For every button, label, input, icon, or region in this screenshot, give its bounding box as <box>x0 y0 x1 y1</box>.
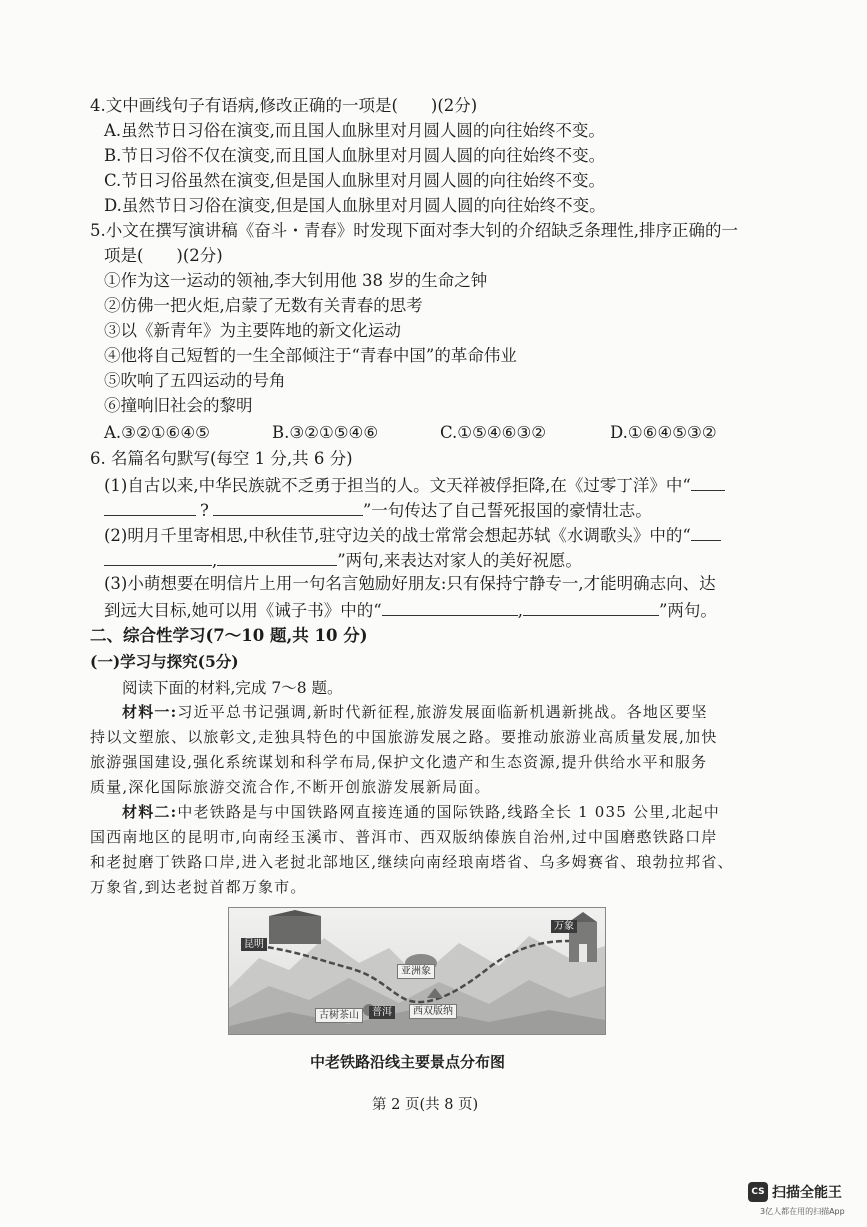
material1-label: 材料一: <box>122 703 178 721</box>
material2-line3: 和老挝磨丁铁路口岸,进入老挝北部地区,继续向南经琅南塔省、乌多姆赛省、琅勃拉邦省、 <box>90 853 734 871</box>
q6-part1-tail: ”一句传达了自己誓死报国的豪情壮志。 <box>362 501 652 520</box>
q6-part3-comma: , <box>517 601 523 620</box>
scanner-watermark <box>748 1180 863 1220</box>
answer-blank[interactable] <box>217 547 337 566</box>
q6-part3-text: 到远大目标,她可以用《诫子书》中的“ <box>104 601 382 620</box>
q6-part2-text: (2)明月千里寄相思,中秋佳节,驻守边关的战士常常会想起苏轼《水调歌头》中的“ <box>104 526 691 545</box>
material2-text: 中老铁路是与中国铁路网直接连通的国际铁路,线路全长 1 035 公里,北起中 <box>177 803 720 821</box>
watermark-app-name: 扫描全能王 <box>772 1185 842 1201</box>
q5-item: ③以《新青年》为主要阵地的新文化运动 <box>104 321 401 340</box>
q5-item: ⑤吹响了五四运动的号角 <box>104 371 286 390</box>
q5-item: ②仿佛一把火炬,启蒙了无数有关青春的思考 <box>104 296 423 315</box>
q4-option-a: A.虽然节日习俗在演变,而且国人血脉里对月圆人圆的向往始终不变。 <box>104 121 605 140</box>
section-title: 二、综合性学习(7～10 题,共 10 分) <box>90 626 368 645</box>
map-label-tea-mountain: 古树茶山 <box>315 1008 363 1023</box>
answer-blank[interactable] <box>523 597 659 616</box>
watermark-tagline: 3亿人都在用的扫描App <box>760 1207 845 1216</box>
q6-part2-tail: ”两句,来表达对家人的美好祝愿。 <box>337 551 582 570</box>
map-label-puer: 普洱 <box>369 1006 395 1019</box>
q5-option-a: A.③②①⑥④⑤ <box>104 423 210 442</box>
answer-blank[interactable] <box>104 547 212 566</box>
q5-option-b: B.③②①⑤④⑥ <box>272 423 379 442</box>
q6-part3-line1: (3)小萌想要在明信片上用一句名言勉励好朋友:只有保持宁静专一,才能明确志向、达 <box>104 574 716 593</box>
material2-line4: 万象省,到达老挝首都万象市。 <box>90 878 307 896</box>
q6-part1-text: (1)自古以来,中华民族就不乏勇于担当的人。文天祥被俘拒降,在《过零丁洋》中“ <box>104 476 691 495</box>
q6-part1-line2 <box>104 497 652 523</box>
map-label-xishuangbanna: 西双版纳 <box>409 1004 457 1019</box>
reading-instruction: 阅读下面的材料,完成 7～8 题。 <box>122 679 343 697</box>
q6-part2-line2 <box>104 547 582 573</box>
material2-label: 材料二: <box>122 803 178 821</box>
q6-part1-line1 <box>104 472 725 498</box>
q4-option-b: B.节日习俗不仅在演变,而且国人血脉里对月圆人圆的向往始终不变。 <box>104 146 606 165</box>
map-caption: 中老铁路沿线主要景点分布图 <box>310 1053 506 1071</box>
answer-blank[interactable] <box>691 472 725 491</box>
q5-option-c: C.①⑤④⑥③② <box>440 423 547 442</box>
q6-part3-line2 <box>104 597 717 623</box>
q5-stem: 5.小文在撰写演讲稿《奋斗・青春》时发现下面对李大钊的介绍缺乏条理性,排序正确的一 <box>90 221 738 240</box>
q5-option-d: D.①⑥④⑤③② <box>610 423 717 442</box>
answer-blank[interactable] <box>382 597 518 616</box>
material1-line1 <box>122 700 708 724</box>
camscanner-logo-icon: CS <box>748 1182 768 1202</box>
q6-stem: 6. 名篇名句默写(每空 1 分,共 6 分) <box>90 449 353 468</box>
q6-part2-comma: , <box>212 551 218 570</box>
q5-stem-cont: 项是( )(2分) <box>104 246 223 265</box>
subsection-title: (一)学习与探究(5分) <box>90 652 239 671</box>
answer-blank[interactable] <box>213 497 363 516</box>
answer-blank[interactable] <box>691 522 721 541</box>
railway-attractions-map <box>228 907 606 1035</box>
material1-text: 习近平总书记强调,新时代新征程,旅游发展面临新机遇新挑战。各地区要坚 <box>177 703 708 721</box>
q4-stem: 4.文中画线句子有语病,修改正确的一项是( )(2分) <box>90 96 478 115</box>
q5-item: ④他将自己短暂的一生全部倾注于“青春中国”的革命伟业 <box>104 346 517 365</box>
q6-part1-qmark: ? <box>200 501 209 520</box>
material2-line2: 国西南地区的昆明市,向南经玉溪市、普洱市、西双版纳傣族自治州,过中国磨憨铁路口岸 <box>90 828 718 846</box>
answer-blank[interactable] <box>104 497 196 516</box>
kunming-station-building <box>269 916 321 944</box>
material1-line2: 持以文塑旅、以旅彰文,走独具特色的中国旅游发展之路。要推动旅游业高质量发展,加快 <box>90 728 718 746</box>
map-label-vientiane: 万象 <box>551 920 577 933</box>
material2-line1 <box>122 800 720 824</box>
q6-part2-line1 <box>104 522 721 548</box>
material1-line4: 质量,深化国际旅游交流合作,不断开创旅游发展新局面。 <box>90 778 491 796</box>
q4-option-c: C.节日习俗虽然在演变,但是国人血脉里对月圆人圆的向往始终不变。 <box>104 171 606 190</box>
map-label-asian-elephant: 亚洲象 <box>397 964 435 979</box>
q5-item: ①作为这一运动的领袖,李大钊用他 38 岁的生命之钟 <box>104 271 488 290</box>
q6-part3-tail: ”两句。 <box>658 601 717 620</box>
map-label-kunming: 昆明 <box>241 938 267 951</box>
q4-option-d: D.虽然节日习俗在演变,但是国人血脉里对月圆人圆的向往始终不变。 <box>104 196 606 215</box>
page-number: 第 2 页(共 8 页) <box>372 1097 479 1113</box>
material1-line3: 旅游强国建设,强化系统谋划和科学布局,保护文化遗产和生态资源,提升供给水平和服务 <box>90 753 708 771</box>
q5-item: ⑥撞响旧社会的黎明 <box>104 396 253 415</box>
